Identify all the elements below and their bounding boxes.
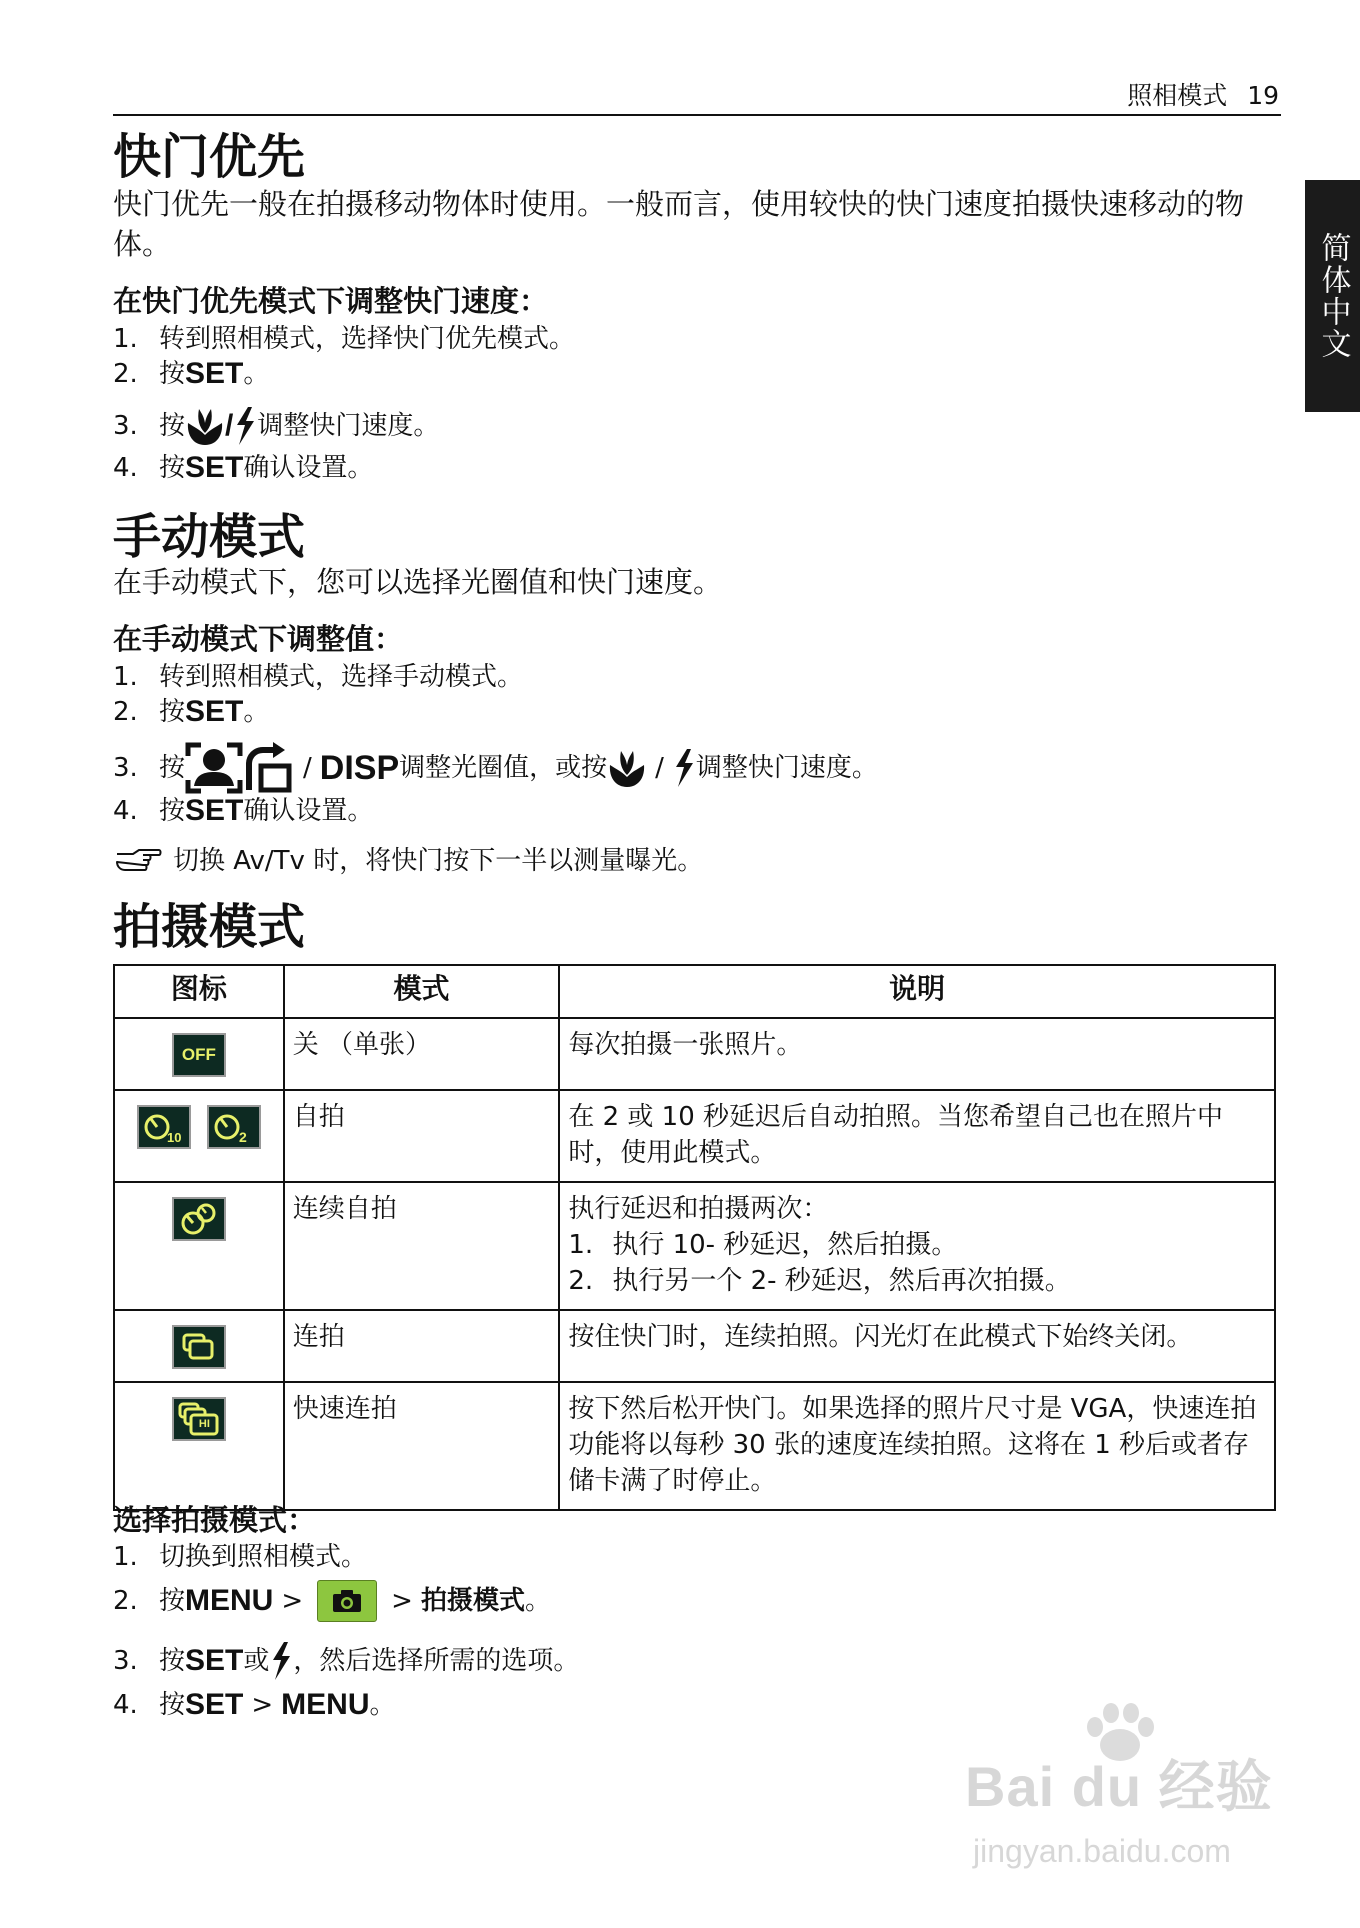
self-timer-10s-icon xyxy=(137,1105,191,1149)
description-cell: 每次拍摄一张照片。 xyxy=(559,1018,1275,1090)
step-text: 按 xyxy=(159,453,186,483)
manual-title: 手动模式 xyxy=(113,509,306,565)
watermark-url: jingyan.baidu.com xyxy=(973,1833,1231,1869)
icon-cell xyxy=(114,1182,284,1310)
shutter-priority-subhead: 在快门优先模式下调整快门速度： xyxy=(113,284,549,318)
drive-step-3 xyxy=(113,1640,579,1682)
disp-key: DISP xyxy=(319,749,400,787)
set-key: SET xyxy=(185,794,244,827)
step-text: 按 xyxy=(159,1690,186,1720)
list-text: 执行另一个 2- 秒延迟，然后再次拍摄。 xyxy=(612,1266,1071,1296)
shutter-step-1 xyxy=(113,320,575,358)
step-text: 按 xyxy=(159,753,186,783)
shutter-step-4 xyxy=(113,449,373,487)
flash-icon xyxy=(233,405,257,447)
step-number: 3. xyxy=(113,411,138,441)
set-key: SET xyxy=(185,1688,244,1721)
mode-cell: 连续自拍 xyxy=(284,1182,560,1310)
table-header-row xyxy=(114,965,1275,1018)
icon-cell xyxy=(114,1090,284,1182)
drive-step-4 xyxy=(113,1686,396,1724)
step-number: 1. xyxy=(113,1542,138,1572)
drive-off-icon xyxy=(172,1033,226,1077)
step-text: 按 xyxy=(159,359,186,389)
slash: / xyxy=(225,409,234,442)
column-header: 图标 xyxy=(114,965,284,1018)
description-list xyxy=(568,1227,1266,1299)
list-item xyxy=(568,1263,1266,1299)
flash-icon xyxy=(672,747,696,789)
icon-cell xyxy=(114,1018,284,1090)
manual-step-1 xyxy=(113,658,523,696)
table-row xyxy=(114,1018,1275,1090)
mode-cell: 快速连拍 xyxy=(284,1382,560,1510)
manual-intro: 在手动模式下，您可以选择光圈值和快门速度。 xyxy=(113,565,723,599)
set-key: SET xyxy=(185,357,244,390)
table-row xyxy=(114,1310,1275,1382)
shutter-step-2 xyxy=(113,355,269,393)
set-key: SET xyxy=(185,695,244,728)
svg-text:2: 2 xyxy=(239,1129,247,1145)
mode-cell: 自拍 xyxy=(284,1090,560,1182)
watermark-logo: Bai du 经验 xyxy=(965,1755,1273,1818)
description-cell: 按下然后松开快门。如果选择的照片尺寸是 VGA，快速连拍功能将以每秒 30 张的速度连续拍照。这将在 1 秒后或者存储卡满了时停止。 xyxy=(559,1382,1275,1510)
double-self-timer-icon xyxy=(172,1197,226,1241)
slash: / xyxy=(655,753,664,783)
list-number: 1. xyxy=(568,1230,594,1260)
manual-step-2 xyxy=(113,693,269,731)
description-cell xyxy=(559,1182,1275,1310)
arrow-sep: > xyxy=(251,1690,274,1720)
rotate-icon xyxy=(243,742,295,794)
manual-step-4 xyxy=(113,792,373,830)
step-number: 2. xyxy=(113,697,138,727)
table-row xyxy=(114,1382,1275,1510)
description-cell: 按住快门时，连续拍照。闪光灯在此模式下始终关闭。 xyxy=(559,1310,1275,1382)
list-number: 2. xyxy=(568,1266,594,1296)
baidu-watermark xyxy=(965,1715,1285,1895)
step-text: 。 xyxy=(243,359,270,389)
drive-mode-target: 拍摄模式 xyxy=(420,1586,525,1616)
running-header xyxy=(113,74,1281,116)
mode-cell: 连拍 xyxy=(284,1310,560,1382)
macro-flower-icon xyxy=(607,747,647,789)
language-tab-label: 简体中文 xyxy=(1315,232,1351,360)
step-number: 4. xyxy=(113,453,138,483)
shutter-priority-intro: 快门优先一般在拍摄移动物体时使用。一般而言，使用较快的快门速度拍摄快速移动的物体。 xyxy=(113,187,1245,261)
step-text: 按 xyxy=(159,411,186,441)
description-cell: 在 2 或 10 秒延迟后自动拍照。当您希望自己也在照片中时，使用此模式。 xyxy=(559,1090,1275,1182)
column-header: 说明 xyxy=(559,965,1275,1018)
high-speed-burst-label: HI xyxy=(198,1418,210,1430)
step-text: 按 xyxy=(159,1586,186,1616)
step-text: 调整光圈值，或按 xyxy=(399,753,608,783)
continuous-shot-icon xyxy=(172,1325,226,1369)
arrow-sep: > xyxy=(281,1586,304,1616)
icon-cell xyxy=(114,1310,284,1382)
step-text: 切换到照相模式。 xyxy=(159,1542,368,1572)
step-number: 4. xyxy=(113,796,138,826)
drive-mode-table xyxy=(113,964,1276,1511)
macro-flower-icon xyxy=(185,405,225,447)
language-tab xyxy=(1305,180,1360,412)
mode-cell: 关 （单张） xyxy=(284,1018,560,1090)
page-number: 19 xyxy=(1247,81,1279,110)
step-number: 3. xyxy=(113,753,138,783)
set-key: SET xyxy=(185,451,244,484)
step-text: 转到照相模式，选择快门优先模式。 xyxy=(159,324,576,354)
step-number: 1. xyxy=(113,662,138,692)
manual-step-3 xyxy=(113,742,878,794)
drive-mode-title: 拍摄模式 xyxy=(113,899,306,955)
step-text: 确认设置。 xyxy=(243,453,374,483)
step-text: 确认设置。 xyxy=(243,796,374,826)
header-section: 照相模式 xyxy=(1127,81,1228,110)
face-detect-icon xyxy=(185,742,243,794)
shutter-priority-title: 快门优先 xyxy=(113,129,306,185)
step-text: 按 xyxy=(159,796,186,826)
camera-menu-tab-icon xyxy=(317,1580,377,1622)
note xyxy=(113,842,703,880)
drive-subhead: 选择拍摄模式： xyxy=(113,1503,317,1537)
drive-off-label: OFF xyxy=(181,1045,216,1064)
step-text: 调整快门速度。 xyxy=(257,411,440,441)
step-text: 转到照相模式，选择手动模式。 xyxy=(159,662,524,692)
manual-subhead: 在手动模式下调整值： xyxy=(113,622,404,656)
step-number: 1. xyxy=(113,324,138,354)
arrow-sep: > xyxy=(391,1586,413,1616)
step-number: 3. xyxy=(113,1646,138,1676)
step-text: 调整快门速度。 xyxy=(695,753,878,783)
step-number: 2. xyxy=(113,359,138,389)
pointing-hand-icon xyxy=(113,846,163,876)
self-timer-2s-icon xyxy=(207,1105,261,1149)
shutter-step-3 xyxy=(113,405,439,447)
step-text: 。 xyxy=(524,1586,551,1616)
step-text: 按 xyxy=(159,1646,186,1676)
slash: / xyxy=(303,753,312,783)
svg-text:10: 10 xyxy=(166,1130,182,1145)
description-text: 执行延迟和拍摄两次： xyxy=(568,1194,829,1224)
drive-step-2 xyxy=(113,1580,551,1622)
step-number: 4. xyxy=(113,1690,138,1720)
table-row xyxy=(114,1182,1275,1310)
list-item xyxy=(568,1227,1266,1263)
step-text: 按 xyxy=(159,697,186,727)
list-text: 执行 10- 秒延迟，然后拍摄。 xyxy=(612,1230,958,1260)
table-row xyxy=(114,1090,1275,1182)
note-text: 切换 Av/Tv 时，将快门按下一半以测量曝光。 xyxy=(173,846,704,876)
step-text: 或 xyxy=(243,1646,270,1676)
step-text: 。 xyxy=(243,697,270,727)
flash-icon xyxy=(269,1640,293,1682)
high-speed-burst-icon xyxy=(172,1397,226,1441)
drive-step-1 xyxy=(113,1538,367,1576)
step-text: ，然后选择所需的选项。 xyxy=(293,1646,580,1676)
menu-key: MENU xyxy=(185,1584,274,1617)
column-header: 模式 xyxy=(284,965,560,1018)
step-number: 2. xyxy=(113,1586,138,1616)
icon-cell xyxy=(114,1382,284,1510)
set-key: SET xyxy=(185,1644,244,1677)
step-text: 。 xyxy=(369,1690,396,1720)
menu-key: MENU xyxy=(281,1688,370,1721)
